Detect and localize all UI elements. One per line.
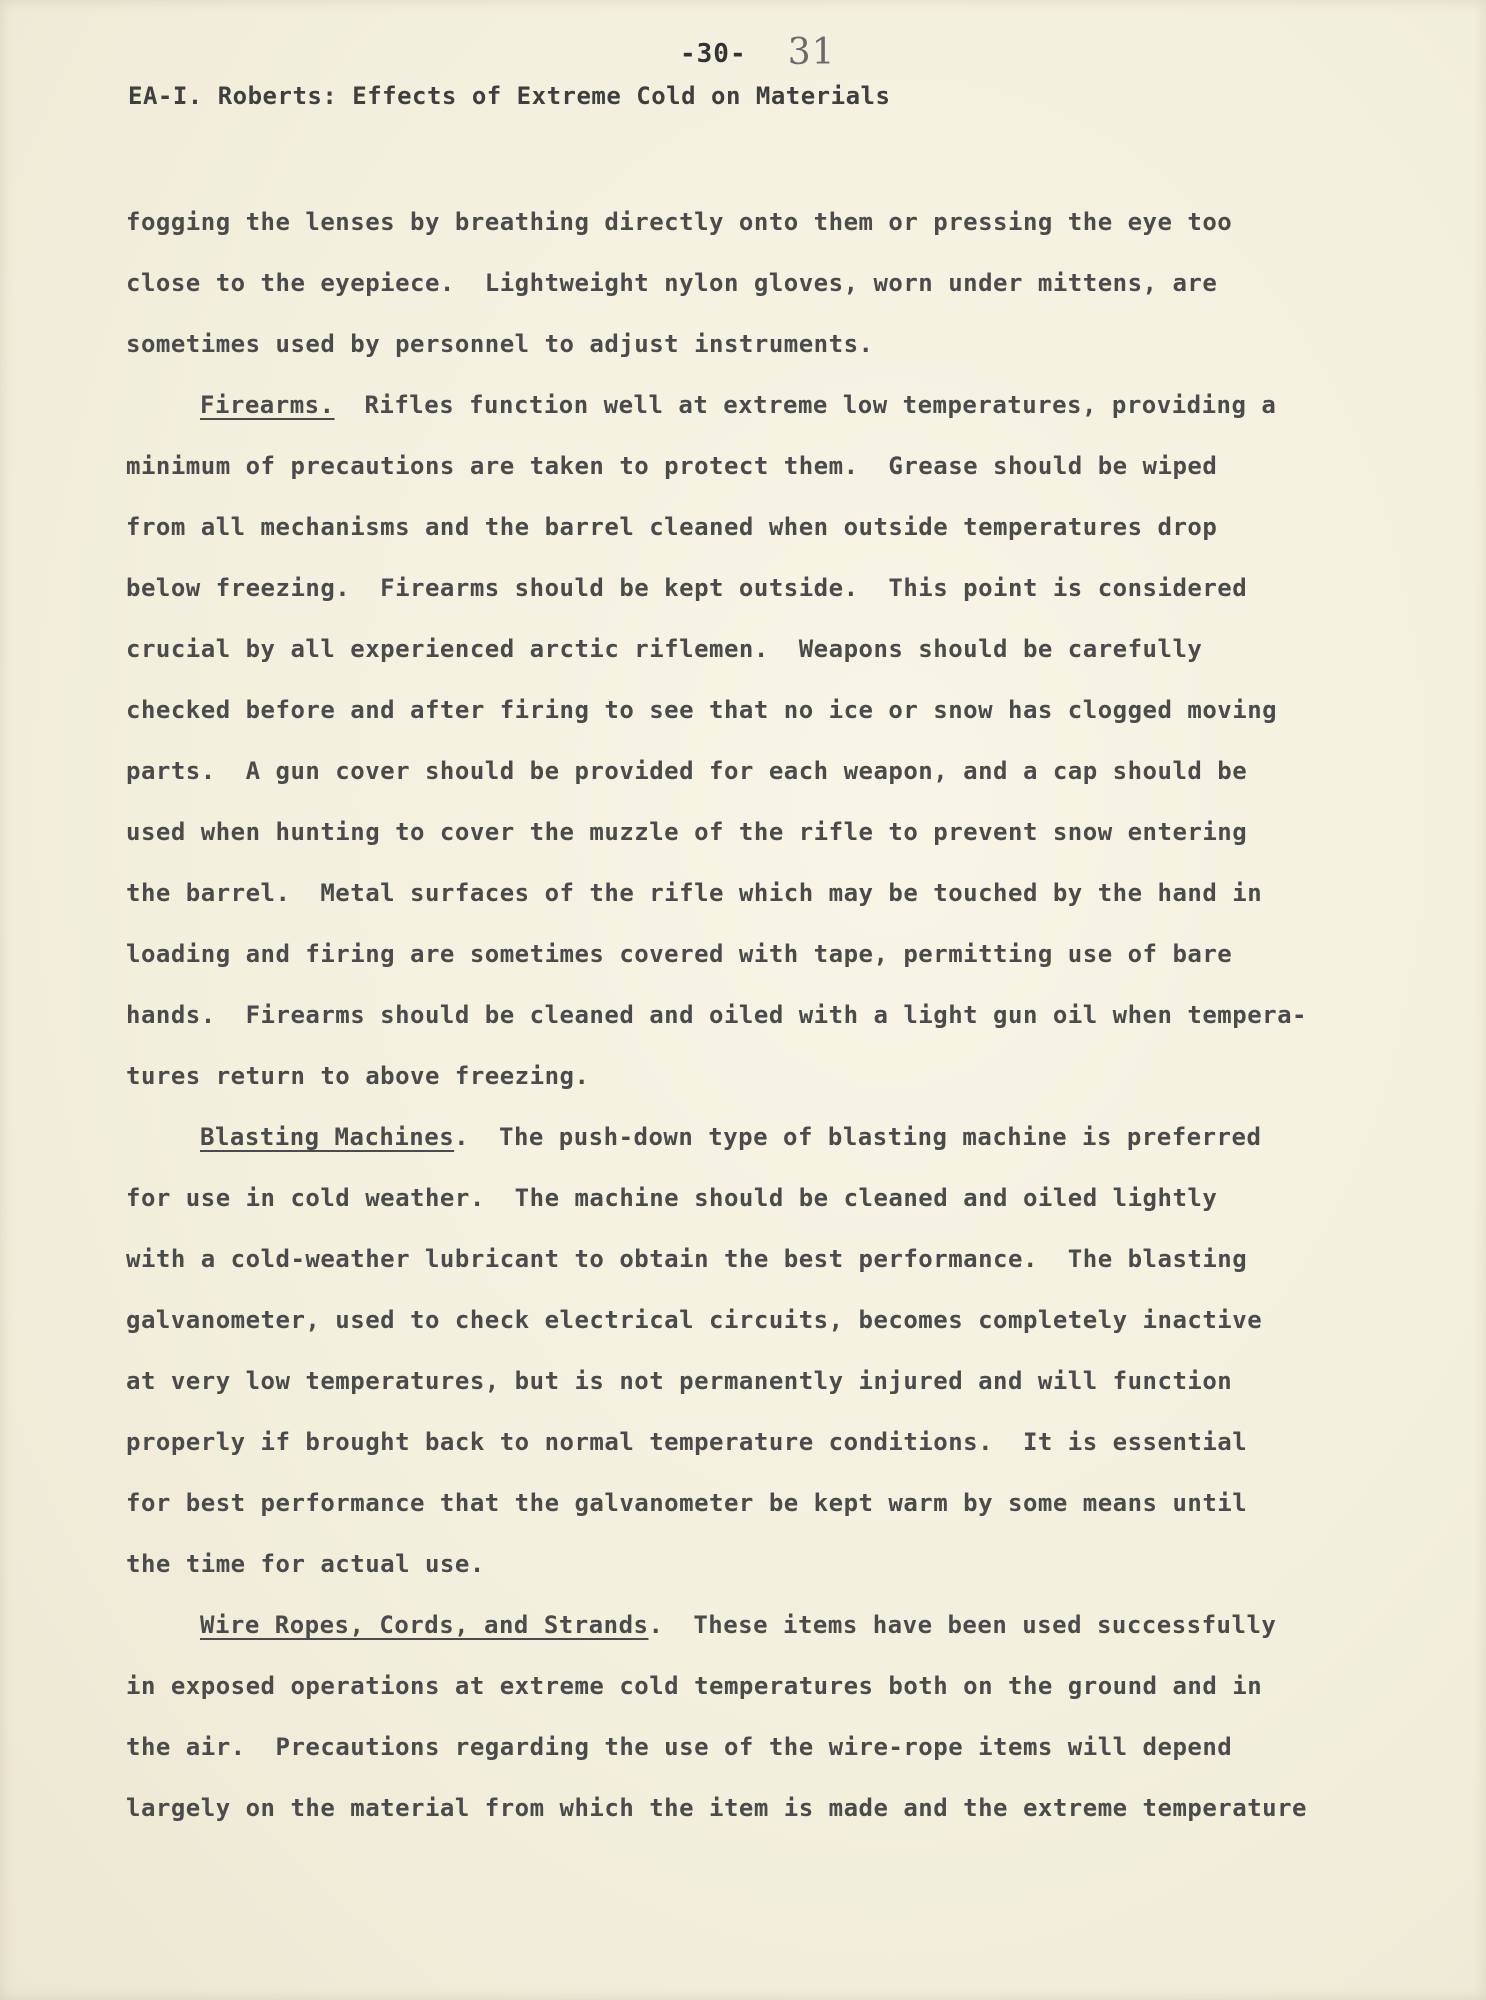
typed-page-number: -30-: [680, 39, 747, 69]
text-line: minimum of precautions are taken to protect them. Grease should be wiped: [126, 452, 1218, 480]
text-line: at very low temperatures, but is not permanently injured and will function: [126, 1367, 1233, 1395]
text-line: hands. Firearms should be cleaned and oiled with a light gun oil when tempera-: [126, 1001, 1307, 1029]
page-number: [680, 30, 836, 71]
text-line: the time for actual use.: [126, 1550, 485, 1578]
handwritten-page-number: 31: [787, 32, 836, 73]
text-line: parts. A gun cover should be provided for each weapon, and a cap should be: [126, 757, 1248, 785]
text-line: largely on the material from which the item is made and the extreme temperature: [126, 1794, 1307, 1822]
text-line: in exposed operations at extreme cold temperatures both on the ground and in: [126, 1672, 1263, 1700]
running-head: EA-I. Roberts: Effects of Extreme Cold on Materials: [128, 82, 891, 110]
section-heading-firearms: Firearms.: [200, 391, 335, 419]
text-line: used when hunting to cover the muzzle of the rifle to prevent snow entering: [126, 818, 1248, 846]
text-line: loading and firing are sometimes covered with tape, permitting use of bare: [126, 940, 1233, 968]
section-heading-wire-ropes: Wire Ropes, Cords, and Strands: [200, 1611, 649, 1639]
text-line: galvanometer, used to check electrical circuits, becomes completely inactive: [126, 1306, 1263, 1334]
text-line: close to the eyepiece. Lightweight nylon gloves, worn under mittens, are: [126, 269, 1218, 297]
text-line: the barrel. Metal surfaces of the rifle which may be touched by the hand in: [126, 879, 1263, 907]
text-line: fogging the lenses by breathing directly onto them or pressing the eye too: [126, 208, 1233, 236]
section-start-blasting-machines: Blasting Machines. The push-down type of blasting machine is preferred: [200, 1123, 1262, 1151]
section-heading-blasting-machines: Blasting Machines: [200, 1123, 455, 1151]
section-start-firearms: Firearms. Rifles function well at extreme low temperatures, providing a: [200, 391, 1277, 419]
text-line: below freezing. Firearms should be kept outside. This point is considered: [126, 574, 1248, 602]
text-line: checked before and after firing to see that no ice or snow has clogged moving: [126, 696, 1278, 724]
text-line: with a cold-weather lubricant to obtain the best performance. The blasting: [126, 1245, 1248, 1273]
section-start-wire-ropes: Wire Ropes, Cords, and Strands. These items have been used successfully: [200, 1611, 1277, 1639]
text-line: for best performance that the galvanometer be kept warm by some means until: [126, 1489, 1248, 1517]
text-line: tures return to above freezing.: [126, 1062, 590, 1090]
text-line: crucial by all experienced arctic riflemen. Weapons should be carefully: [126, 635, 1203, 663]
text-line: for use in cold weather. The machine should be cleaned and oiled lightly: [126, 1184, 1218, 1212]
text-line: the air. Precautions regarding the use of the wire-rope items will depend: [126, 1733, 1233, 1761]
body-text: [126, 200, 1356, 1847]
text-line: from all mechanisms and the barrel cleaned when outside temperatures drop: [126, 513, 1218, 541]
text-line: properly if brought back to normal temperature conditions. It is essential: [126, 1428, 1248, 1456]
text-line: sometimes used by personnel to adjust instruments.: [126, 330, 874, 358]
